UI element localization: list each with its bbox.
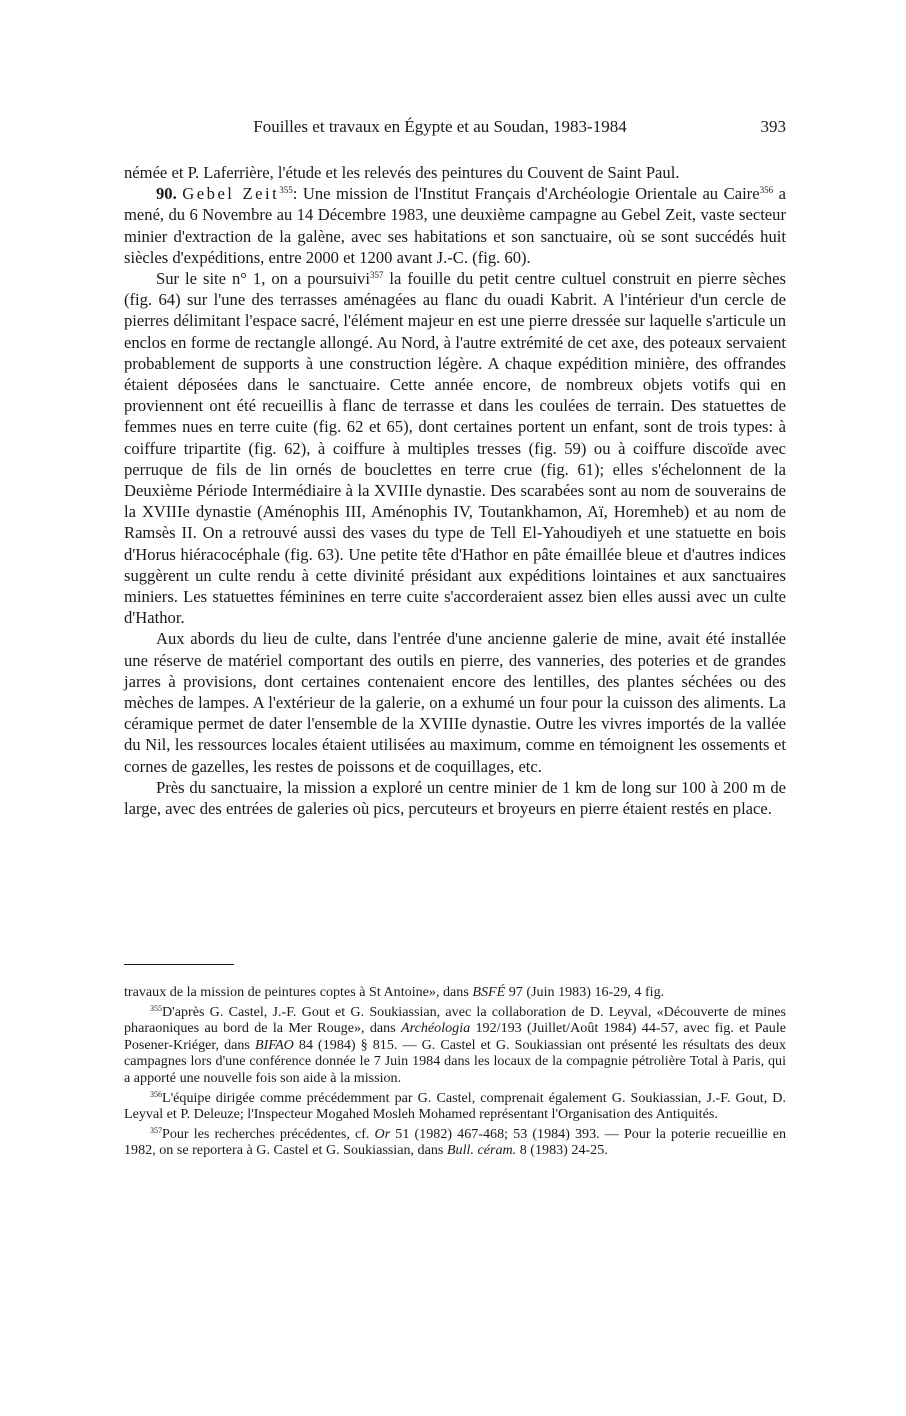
- footnote-text: 8 (1983) 24-25.: [516, 1142, 608, 1159]
- footnote-continued: [124, 984, 786, 1001]
- paragraph-text: la fouille du petit centre cultuel construit en pierre sèches (fig. 64) sur l'une des terrasses aménagées au flanc du ouadi Kabrit. A l'intérieur d'un cercle de pierres délimitant l'espace sacré, l'élément majeur en est une pierre dressée sur laquelle s'articule un enclos en forme de rectangle allongé. Au Nord, à l'autre extrémité de cet axe, des poteaux servaient probablement de supports à une construction légère. A chaque expédition minière, des offrandes étaient déposées dans le sanctuaire. Cette année encore, de nombreux objets votifs qui en proviennent ont été recueillis à flanc de terrasse et dans les coulées de terrain. Des statuettes de femmes nues en terre cuite (fig. 62 et 65), dont certaines portent un enfant, sont de trois types: à coiffure tripartite (fig. 62), à coiffure à multiples tresses (fig. 59) ou à coiffure discoïde avec perruque de fils de lin ornés de bouclettes en terre crue (fig. 61); elles s'échelonnent de la Deuxième Période Intermédiaire à la XVIIIe dynastie. Des scarabées sont au nom de souverains de la XVIIIe dynastie (Aménophis III, Aménophis IV, Toutankhamon, Aï, Horemheb) et au nom de Ramsès II. On a retrouvé aussi des vases du type de Tell El-Yahoudiyeh et une statuette en bois d'Horus hiéracocéphale (fig. 63). Une petite tête d'Hathor en pâte émaillée bleue et d'autres indices suggèrent un culte rendu à cette divinité présidant aux expéditions lointaines et aux sanctuaires miniers. Les statuettes féminines en terre cuite s'accorderaient assez bien elles aussi avec un culte d'Hathor.: [124, 269, 786, 628]
- page-number: 393: [760, 117, 786, 136]
- journal-title: Archéologia: [401, 1020, 471, 1037]
- running-title: Fouilles et travaux en Égypte et au Soudan, 1983-1984: [253, 117, 627, 136]
- journal-title: BSFÉ: [472, 984, 506, 1000]
- footnote-ref: 355: [279, 185, 293, 196]
- footnote-marker: 356: [150, 1089, 162, 1099]
- footnote-marker: 357: [150, 1125, 162, 1135]
- footnote-ref: 356: [759, 185, 774, 196]
- paragraph-continued: némée et P. Laferrière, l'étude et les relevés des peintures du Couvent de Saint Paul.: [124, 163, 680, 182]
- footnotes: [124, 984, 786, 1162]
- section-number: 90.: [156, 184, 177, 204]
- paragraph-centre-minier: Près du sanctuaire, la mission a exploré un centre minier de 1 km de long sur 100 à 200 m de large, avec des entrées de galeries où pics, percuteurs et broyeurs en pierre étaient restés en place.: [124, 777, 786, 819]
- journal-title: Bull. céram.: [446, 1142, 517, 1159]
- footnote-text: 192/193 (Juillet/Août 1984) 44-57, avec fig. et Paule Posener-Kriéger, dans: [124, 1020, 786, 1053]
- journal-title: Or: [374, 1125, 391, 1142]
- paragraph-text: Sur le site n° 1, on a poursuivi: [156, 269, 370, 289]
- footnote-text: 84 (1984) § 815. — G. Castel et G. Soukiassian ont présenté les résultats des deux campagnes lors d'une conférence donnée le 7 Juin 1984 dans les locaux de la compagnie pétrolière Total à Paris, qui a apporté une nouvelle fois son aide à la mission.: [124, 1036, 786, 1086]
- footnote-text: 97 (Juin 1983) 16-29, 4 fig.: [505, 984, 665, 1000]
- footnote-355: [124, 1004, 786, 1087]
- journal-title: BIFAO: [254, 1036, 294, 1053]
- footnote-356: [124, 1090, 786, 1123]
- paragraph-galerie: Aux abords du lieu de culte, dans l'entrée d'une ancienne galerie de mine, avait été installée une réserve de matériel comportant des outils en pierre, des vanneries, des poteries et de grandes jarres à provisions, dont certaines contenaient encore des lentilles, des plantes séchées ou des mèches de lampes. A l'extérieur de la galerie, on a exhumé un four pour la cuisson des aliments. La céramique permet de dater l'ensemble de la XVIIIe dynastie. Outre les vivres importés de la vallée du Nil, les ressources locales étaient utilisées au maximum, comme en témoignent les ossements et cornes de gazelles, les restes de poissons et de coquillages, etc.: [124, 629, 786, 776]
- footnote-text: Pour les recherches précédentes, cf.: [162, 1125, 375, 1142]
- footnote-text: travaux de la mission de peintures coptes à St Antoine», dans: [124, 984, 473, 1000]
- footnote-text: D'après G. Castel, J.-F. Gout et G. Soukiassian, avec la collaboration de D. Leyval, «Découverte de mines pharaoniques au bord de la Mer Rouge», dans: [124, 1003, 786, 1037]
- paragraph-site-1: [124, 268, 786, 628]
- footnote-marker: 355: [150, 1003, 162, 1013]
- body-text: [124, 162, 786, 819]
- paragraph-gebel-zeit: [124, 183, 786, 268]
- site-name: Gebel Zeit: [182, 184, 280, 204]
- footnote-text: L'équipe dirigée comme précédemment par G. Castel, comprenait également G. Soukiassian, J.-F. Gout, D. Leyval et P. Deleuze; l'Inspecteur Mogahed Mosleh Mohamed représentant l'Organisation des Antiquités.: [124, 1089, 786, 1123]
- paragraph-text: : Une mission de l'Institut Français d'Archéologie Orientale au Caire: [292, 184, 760, 204]
- footnote-separator: [124, 964, 234, 965]
- footnote-text: 51 (1982) 467-468; 53 (1984) 393. — Pour la poterie recueillie en 1982, on se reportera à G. Castel et G. Soukiassian, dans: [124, 1125, 787, 1159]
- footnote-357: [124, 1126, 786, 1159]
- footnote-ref: 357: [369, 270, 384, 281]
- paragraph-text: a mené, du 6 Novembre au 14 Décembre 1983, une deuxième campagne au Gebel Zeit, vaste secteur minier d'extraction de la galène, avec ses habitations et son sanctuaire, où se sont succédés huit siècles d'expéditions, entre 2000 et 1200 avant J.-C. (fig. 60).: [124, 184, 786, 267]
